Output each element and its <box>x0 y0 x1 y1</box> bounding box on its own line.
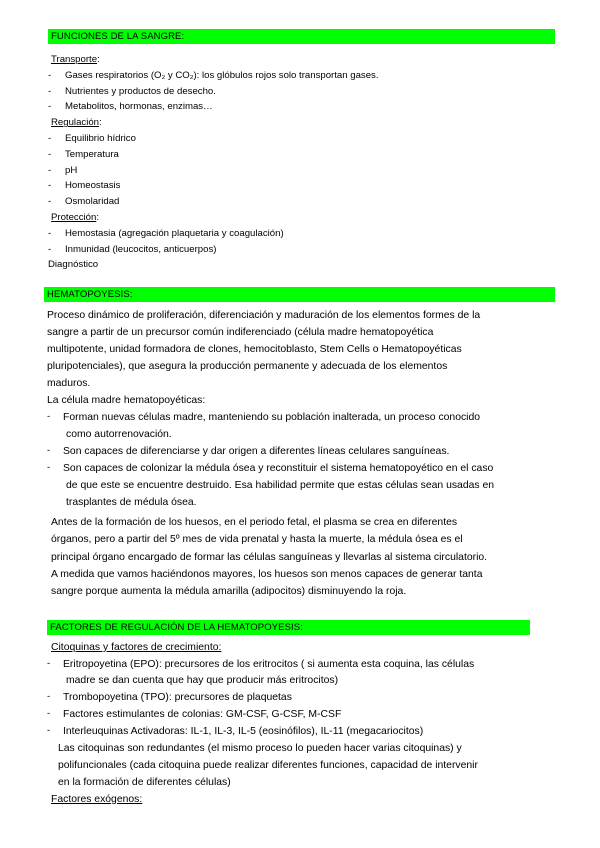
bullet-dash: - <box>47 462 51 473</box>
subheading <box>51 641 221 654</box>
group-title-colon: : <box>99 117 102 129</box>
bullet-dash: - <box>48 243 52 255</box>
list-item: Homeostasis <box>65 180 121 192</box>
bullet-dash: - <box>47 411 51 422</box>
paragraph-line: multipotente, unidad formadora de clones, hemocitoblasto, Stem Cells o Hematopoyéticas <box>47 344 462 355</box>
bullet-line: trasplantes de médula ósea. <box>66 497 197 508</box>
list-item: Gases respiratorios (O₂ y CO₂): los glóbulos rojos solo transportan gases. <box>65 69 379 81</box>
paragraph-line: Proceso dinámico de proliferación, diferenciación y maduración de los elementos formes de la <box>47 310 481 321</box>
list-item: Nutrientes y productos de desecho. <box>65 85 216 97</box>
bullet-dash: - <box>48 101 52 113</box>
paragraph-line: pluripotenciales), que asegura la producción permanente y adecuada de los elementos <box>47 361 448 372</box>
bullet-line: Factores estimulantes de colonias: GM-CSF, G-CSF, M-CSF <box>63 708 342 720</box>
section-heading: FUNCIONES DE LA SANGRE: <box>48 29 555 44</box>
bullet-dash: - <box>47 724 51 736</box>
trailing-text: Diagnóstico <box>48 259 99 271</box>
group-title-text: Protección <box>51 212 97 223</box>
subheading-text: Citoquinas y factores de crecimiento: <box>51 642 222 653</box>
list-item: Osmolaridad <box>65 196 120 208</box>
bullet-dash: - <box>47 657 51 669</box>
bullet-dash: - <box>47 707 51 719</box>
list-item: Temperatura <box>65 148 119 160</box>
paragraph-line: Antes de la formación de los huesos, en el periodo fetal, el plasma se crea en diferentes <box>51 517 458 528</box>
note-line: Las citoquinas son redundantes (el mismo proceso lo pueden hacer varias citoquinas) y <box>58 743 462 754</box>
list-item: Metabolitos, hormonas, enzimas… <box>65 101 213 113</box>
bullet-dash: - <box>48 69 52 81</box>
bullet-dash: - <box>47 445 51 456</box>
group-title-colon: : <box>96 212 99 223</box>
section-heading: HEMATOPOYESIS: <box>44 287 555 302</box>
list-item: Hemostasia (agregación plaquetaria y coagulación) <box>65 227 284 239</box>
paragraph-line: sangre porque aumenta la médula amarilla (adipocitos) disminuyendo la roja. <box>51 586 407 598</box>
group-title <box>51 54 100 66</box>
bullet-line: como autorrenovación. <box>66 429 172 440</box>
subtitle: La célula madre hematopoyéticas: <box>47 395 206 406</box>
bullet-dash: - <box>48 85 52 97</box>
section-heading: FACTORES DE REGULACIÓN DE LA HEMATOPOYESIS: <box>47 620 530 635</box>
group-title-text: Transporte <box>51 54 98 65</box>
subheading-text: Factores exógenos: <box>51 793 143 805</box>
list-item: Inmunidad (leucocitos, anticuerpos) <box>65 243 217 255</box>
list-item: pH <box>65 164 78 176</box>
bullet-line: de que este se encuentre destruido. Esa habilidad permite que estas células sean usadas en <box>66 480 495 491</box>
bullet-dash: - <box>48 196 52 208</box>
group-title <box>51 212 99 224</box>
bullet-dash: - <box>48 164 52 176</box>
group-title-text: Regulación <box>51 117 100 129</box>
bullet-dash: - <box>48 133 52 144</box>
list-item: Equilibrio hídrico <box>65 133 136 144</box>
paragraph-line: órganos, pero a partir del 5º mes de vida prenatal y hasta la muerte, la médula ósea es el <box>51 534 463 546</box>
paragraph-line: maduros. <box>47 378 91 389</box>
subheading <box>51 793 142 806</box>
bullet-dash: - <box>48 227 52 239</box>
group-title <box>51 117 102 129</box>
bullet-line: Son capaces de colonizar la médula ósea y reconstituir el sistema hematopoyético en el caso <box>63 463 494 474</box>
bullet-dash: - <box>48 180 52 192</box>
paragraph-line: principal órgano encargado de formar las células sanguíneas y llevarlas al sistema circulatorio. <box>51 551 488 563</box>
paragraph-line: A medida que vamos haciéndonos mayores, los huesos son menos capaces de generar tanta <box>51 568 483 580</box>
note-line: en la formación de diferentes células) <box>58 776 231 788</box>
bullet-line: Eritropoyetina (EPO): precursores de los eritrocitos ( si aumenta esta coquina, las células <box>63 658 475 670</box>
bullet-line: Forman nuevas células madre, manteniendo su población inalterada, un proceso conocido <box>63 412 481 423</box>
paragraph-line: sangre a partir de un precursor común indiferenciado (célula madre hematopoyética <box>47 327 434 338</box>
note-line: polifuncionales (cada citoquina puede realizar diferentes funciones, capacidad de intervenir <box>58 759 478 771</box>
bullet-line: Interleuquinas Activadoras: IL-1, IL-3, IL-5 (eosinófilos), IL-11 (megacariocitos) <box>63 725 424 737</box>
bullet-line: madre se dan cuenta que hay que producir más eritrocitos) <box>66 675 339 687</box>
bullet-line: Trombopoyetina (TPO): precursores de plaquetas <box>63 692 292 704</box>
bullet-line: Son capaces de diferenciarse y dar origen a diferentes líneas celulares sanguíneas. <box>63 446 450 457</box>
group-title-colon: : <box>97 54 100 65</box>
bullet-dash: - <box>47 691 51 703</box>
bullet-dash: - <box>48 148 52 160</box>
